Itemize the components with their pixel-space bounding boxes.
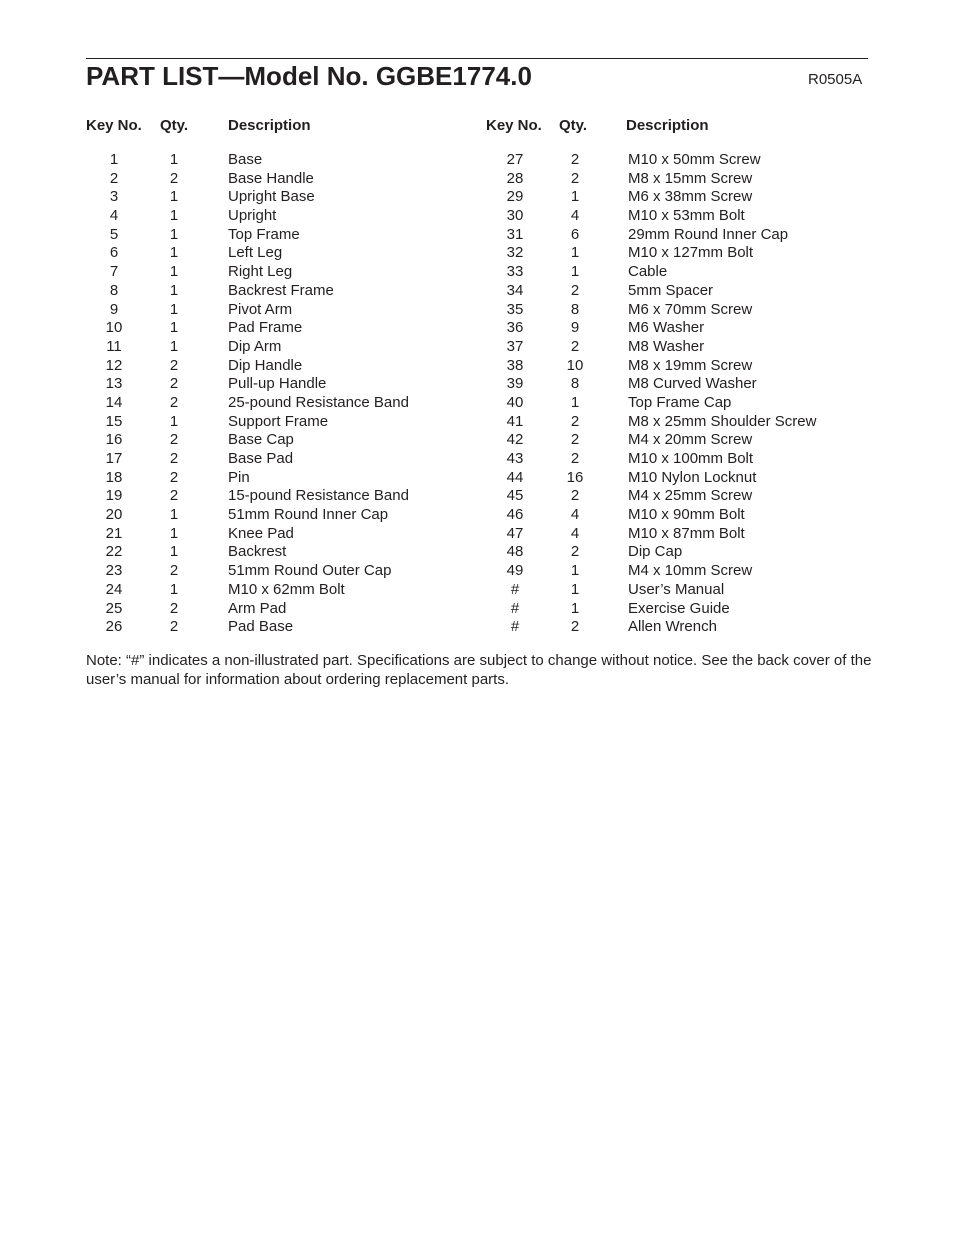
table-header [86, 116, 486, 136]
key-no-cell: # [510, 580, 520, 598]
description-cell: M8 x 19mm Screw [628, 356, 753, 374]
qty-cell: 2 [169, 562, 179, 580]
description-cell: Knee Pad [228, 524, 294, 542]
description-cell: Top Frame Cap [628, 393, 732, 411]
table-rows [486, 151, 868, 637]
table-row [486, 581, 868, 600]
key-no-cell: 49 [506, 562, 524, 580]
key-no-cell: 44 [506, 468, 524, 486]
table-row [86, 301, 486, 320]
description-cell: User’s Manual [628, 580, 725, 598]
key-no-cell: 41 [506, 412, 524, 430]
qty-cell: 6 [570, 225, 580, 243]
table-row [86, 394, 486, 413]
table-row [486, 319, 868, 338]
key-no-cell: 3 [109, 188, 119, 206]
qty-cell: 2 [169, 468, 179, 486]
description-cell: M10 x 53mm Bolt [628, 207, 745, 225]
key-no-cell: 12 [105, 356, 123, 374]
key-no-cell: 17 [105, 450, 123, 467]
document-code: R0505A [808, 71, 863, 88]
description-cell: Dip Arm [228, 337, 282, 355]
qty-cell: 1 [570, 244, 580, 262]
table-row [486, 151, 868, 170]
qty-cell: 2 [570, 543, 580, 561]
table-row [86, 282, 486, 301]
key-no-cell: 36 [506, 319, 524, 337]
table-row [86, 581, 486, 600]
description-cell: M6 Washer [628, 319, 705, 337]
table-row [486, 450, 868, 469]
key-no-cell: 46 [506, 506, 524, 524]
table-row [486, 375, 868, 394]
description-cell: 25-pound Resistance Band [228, 393, 409, 411]
description-cell: M8 Curved Washer [628, 375, 757, 393]
table-row [486, 562, 868, 581]
key-no-cell: 13 [105, 375, 123, 393]
table-row [486, 487, 868, 506]
key-no-cell: 23 [105, 562, 123, 580]
table-row [486, 357, 868, 376]
qty-cell: 1 [570, 263, 580, 281]
key-no-cell: 2 [109, 169, 119, 187]
qty-cell: 2 [169, 487, 179, 505]
description-cell: Exercise Guide [628, 599, 730, 617]
qty-cell: 2 [169, 356, 179, 374]
table-row [86, 543, 486, 562]
description-cell: M10 x 127mm Bolt [628, 244, 754, 262]
qty-cell: 2 [169, 599, 179, 617]
description-cell: Pivot Arm [228, 300, 293, 318]
qty-cell: 9 [570, 319, 580, 337]
table-row [86, 338, 486, 357]
table-row [486, 170, 868, 189]
key-no-cell: 14 [105, 393, 123, 411]
header-key-no: Key No. [86, 117, 142, 134]
table-row [486, 207, 868, 226]
qty-cell: 1 [169, 524, 179, 542]
description-cell: Upright [228, 207, 277, 225]
description-cell: M8 Washer [628, 337, 705, 355]
qty-cell: 1 [169, 337, 179, 355]
description-cell: 29mm Round Inner Cap [628, 225, 789, 243]
header-description: Description [626, 117, 709, 134]
description-cell: M4 x 10mm Screw [628, 562, 753, 580]
table-row [86, 413, 486, 432]
description-cell: M10 x 50mm Screw [628, 151, 761, 168]
header-description: Description [228, 117, 311, 134]
qty-cell: 4 [570, 207, 580, 225]
description-cell: Top Frame [228, 225, 300, 243]
key-no-cell: 4 [109, 207, 119, 225]
description-cell: Base Handle [228, 169, 314, 187]
key-no-cell: 9 [109, 300, 119, 318]
qty-cell: 1 [169, 263, 179, 281]
description-cell: M4 x 25mm Screw [628, 487, 753, 505]
table-row [486, 338, 868, 357]
key-no-cell: # [510, 618, 520, 636]
qty-cell: 2 [570, 431, 580, 449]
description-cell: 51mm Round Outer Cap [228, 562, 392, 580]
description-cell: Dip Cap [628, 543, 683, 561]
qty-cell: 4 [570, 506, 580, 524]
key-no-cell: 48 [506, 543, 524, 561]
description-cell: 5mm Spacer [628, 281, 714, 299]
table-row [486, 618, 868, 637]
key-no-cell: 19 [105, 487, 123, 505]
qty-cell: 1 [169, 580, 179, 598]
key-no-cell: 18 [105, 468, 123, 486]
table-row [86, 431, 486, 450]
key-no-cell: 24 [105, 580, 123, 598]
description-cell: Cable [628, 263, 668, 281]
table-row [486, 226, 868, 245]
table-row [86, 263, 486, 282]
key-no-cell: 40 [506, 393, 524, 411]
table-row [486, 282, 868, 301]
qty-cell: 2 [169, 431, 179, 449]
table-row [486, 506, 868, 525]
table-row [86, 600, 486, 619]
table-header [486, 116, 868, 136]
key-no-cell: 6 [109, 244, 119, 262]
table-row [86, 188, 486, 207]
key-no-cell: 45 [506, 487, 524, 505]
key-no-cell: 26 [105, 618, 123, 636]
description-cell: Base Pad [228, 450, 294, 467]
qty-cell: 2 [570, 450, 580, 467]
key-no-cell: 27 [506, 151, 524, 168]
table-row [486, 525, 868, 544]
qty-cell: 1 [570, 393, 580, 411]
description-cell: M10 x 62mm Bolt [228, 580, 345, 598]
description-cell: M8 x 15mm Screw [628, 169, 753, 187]
key-no-cell: 5 [109, 225, 119, 243]
table-row [86, 244, 486, 263]
description-cell: M10 x 100mm Bolt [628, 450, 754, 467]
table-row [86, 450, 486, 469]
description-cell: Support Frame [228, 412, 329, 430]
table-row [486, 301, 868, 320]
footnote: Note: “#” indicates a non-illustrated part. Specifications are subject to change without notice. See the back cover of the user’s manual for information about ordering replacement parts. [86, 652, 872, 688]
description-cell: Dip Handle [228, 356, 303, 374]
description-cell: M10 x 90mm Bolt [628, 506, 745, 524]
key-no-cell: 38 [506, 356, 524, 374]
table-row [86, 562, 486, 581]
qty-cell: 4 [570, 524, 580, 542]
description-cell: Base Cap [228, 431, 294, 449]
qty-cell: 2 [169, 375, 179, 393]
description-cell: Pad Base [228, 618, 294, 636]
table-row [86, 207, 486, 226]
key-no-cell: 1 [109, 151, 119, 168]
qty-cell: 1 [570, 580, 580, 598]
qty-cell: 2 [169, 618, 179, 636]
header-key-no: Key No. [486, 117, 542, 134]
table-row [86, 319, 486, 338]
table-row [86, 487, 486, 506]
description-cell: Backrest Frame [228, 281, 334, 299]
table-row [486, 600, 868, 619]
table-row [86, 506, 486, 525]
key-no-cell: 11 [106, 337, 122, 355]
key-no-cell: 31 [506, 225, 524, 243]
table-row [86, 375, 486, 394]
qty-cell: 2 [570, 618, 580, 636]
table-row [86, 469, 486, 488]
description-cell: Pin [228, 468, 250, 486]
header-qty: Qty. [559, 117, 588, 134]
table-row [486, 244, 868, 263]
table-row [486, 431, 868, 450]
description-cell: Arm Pad [228, 599, 287, 617]
key-no-cell: 37 [506, 337, 524, 355]
description-cell: 51mm Round Inner Cap [228, 506, 389, 524]
qty-cell: 1 [169, 319, 179, 337]
qty-cell: 1 [169, 207, 179, 225]
description-cell: 15-pound Resistance Band [228, 487, 409, 505]
key-no-cell: 29 [506, 188, 524, 206]
qty-cell: 1 [169, 543, 179, 561]
key-no-cell: 47 [506, 524, 524, 542]
table-row [86, 151, 486, 170]
table-row [486, 263, 868, 282]
description-cell: Backrest [228, 543, 287, 561]
table-row [486, 394, 868, 413]
qty-cell: 1 [570, 188, 580, 206]
parts-table-left [86, 116, 486, 637]
parts-table-right [486, 116, 868, 637]
key-no-cell: 42 [506, 431, 524, 449]
key-no-cell: 10 [105, 319, 123, 337]
key-no-cell: 8 [109, 281, 119, 299]
key-no-cell: 28 [506, 169, 524, 187]
qty-cell: 2 [570, 337, 580, 355]
description-cell: Left Leg [228, 244, 283, 262]
description-cell: M6 x 38mm Screw [628, 188, 753, 206]
qty-cell: 1 [169, 244, 179, 262]
description-cell: Allen Wrench [628, 618, 717, 636]
qty-cell: 1 [169, 300, 179, 318]
description-cell: Pull-up Handle [228, 375, 327, 393]
key-no-cell: 25 [105, 599, 123, 617]
table-row [86, 618, 486, 637]
qty-cell: 2 [570, 487, 580, 505]
page-title: PART LIST—Model No. GGBE1774.0 [86, 61, 532, 91]
key-no-cell: 22 [105, 543, 123, 561]
qty-cell: 2 [169, 169, 179, 187]
table-row [486, 413, 868, 432]
key-no-cell: # [510, 599, 520, 617]
qty-cell: 16 [566, 468, 584, 486]
key-no-cell: 32 [506, 244, 524, 262]
key-no-cell: 7 [109, 263, 119, 281]
key-no-cell: 43 [506, 450, 524, 467]
description-cell: M10 Nylon Locknut [628, 468, 757, 486]
qty-cell: 2 [169, 393, 179, 411]
qty-cell: 1 [169, 188, 179, 206]
qty-cell: 8 [570, 375, 580, 393]
qty-cell: 1 [570, 599, 580, 617]
qty-cell: 1 [169, 281, 179, 299]
key-no-cell: 39 [506, 375, 524, 393]
qty-cell: 2 [169, 450, 179, 467]
qty-cell: 1 [570, 562, 580, 580]
description-cell: M8 x 25mm Shoulder Screw [628, 412, 817, 430]
qty-cell: 2 [570, 281, 580, 299]
description-cell: M4 x 20mm Screw [628, 431, 753, 449]
key-no-cell: 35 [506, 300, 524, 318]
key-no-cell: 16 [105, 431, 123, 449]
qty-cell: 8 [570, 300, 580, 318]
header-qty: Qty. [160, 117, 189, 134]
qty-cell: 1 [169, 225, 179, 243]
description-cell: M6 x 70mm Screw [628, 300, 753, 318]
qty-cell: 1 [169, 151, 179, 168]
qty-cell: 2 [570, 151, 580, 168]
qty-cell: 1 [169, 506, 179, 524]
key-no-cell: 20 [105, 506, 123, 524]
table-row [486, 469, 868, 488]
description-cell: Upright Base [228, 188, 315, 206]
key-no-cell: 21 [105, 524, 123, 542]
key-no-cell: 15 [105, 412, 123, 430]
table-row [86, 170, 486, 189]
table-row [486, 543, 868, 562]
qty-cell: 2 [570, 412, 580, 430]
description-cell: Pad Frame [228, 319, 303, 337]
description-cell: Base [228, 151, 263, 168]
key-no-cell: 30 [506, 207, 524, 225]
description-cell: M10 x 87mm Bolt [628, 524, 745, 542]
table-rows [86, 151, 486, 637]
key-no-cell: 33 [506, 263, 524, 281]
table-row [86, 525, 486, 544]
table-row [486, 188, 868, 207]
key-no-cell: 34 [506, 281, 524, 299]
description-cell: Right Leg [228, 263, 293, 281]
table-row [86, 226, 486, 245]
qty-cell: 1 [169, 412, 179, 430]
qty-cell: 10 [566, 356, 584, 374]
qty-cell: 2 [570, 169, 580, 187]
table-row [86, 357, 486, 376]
